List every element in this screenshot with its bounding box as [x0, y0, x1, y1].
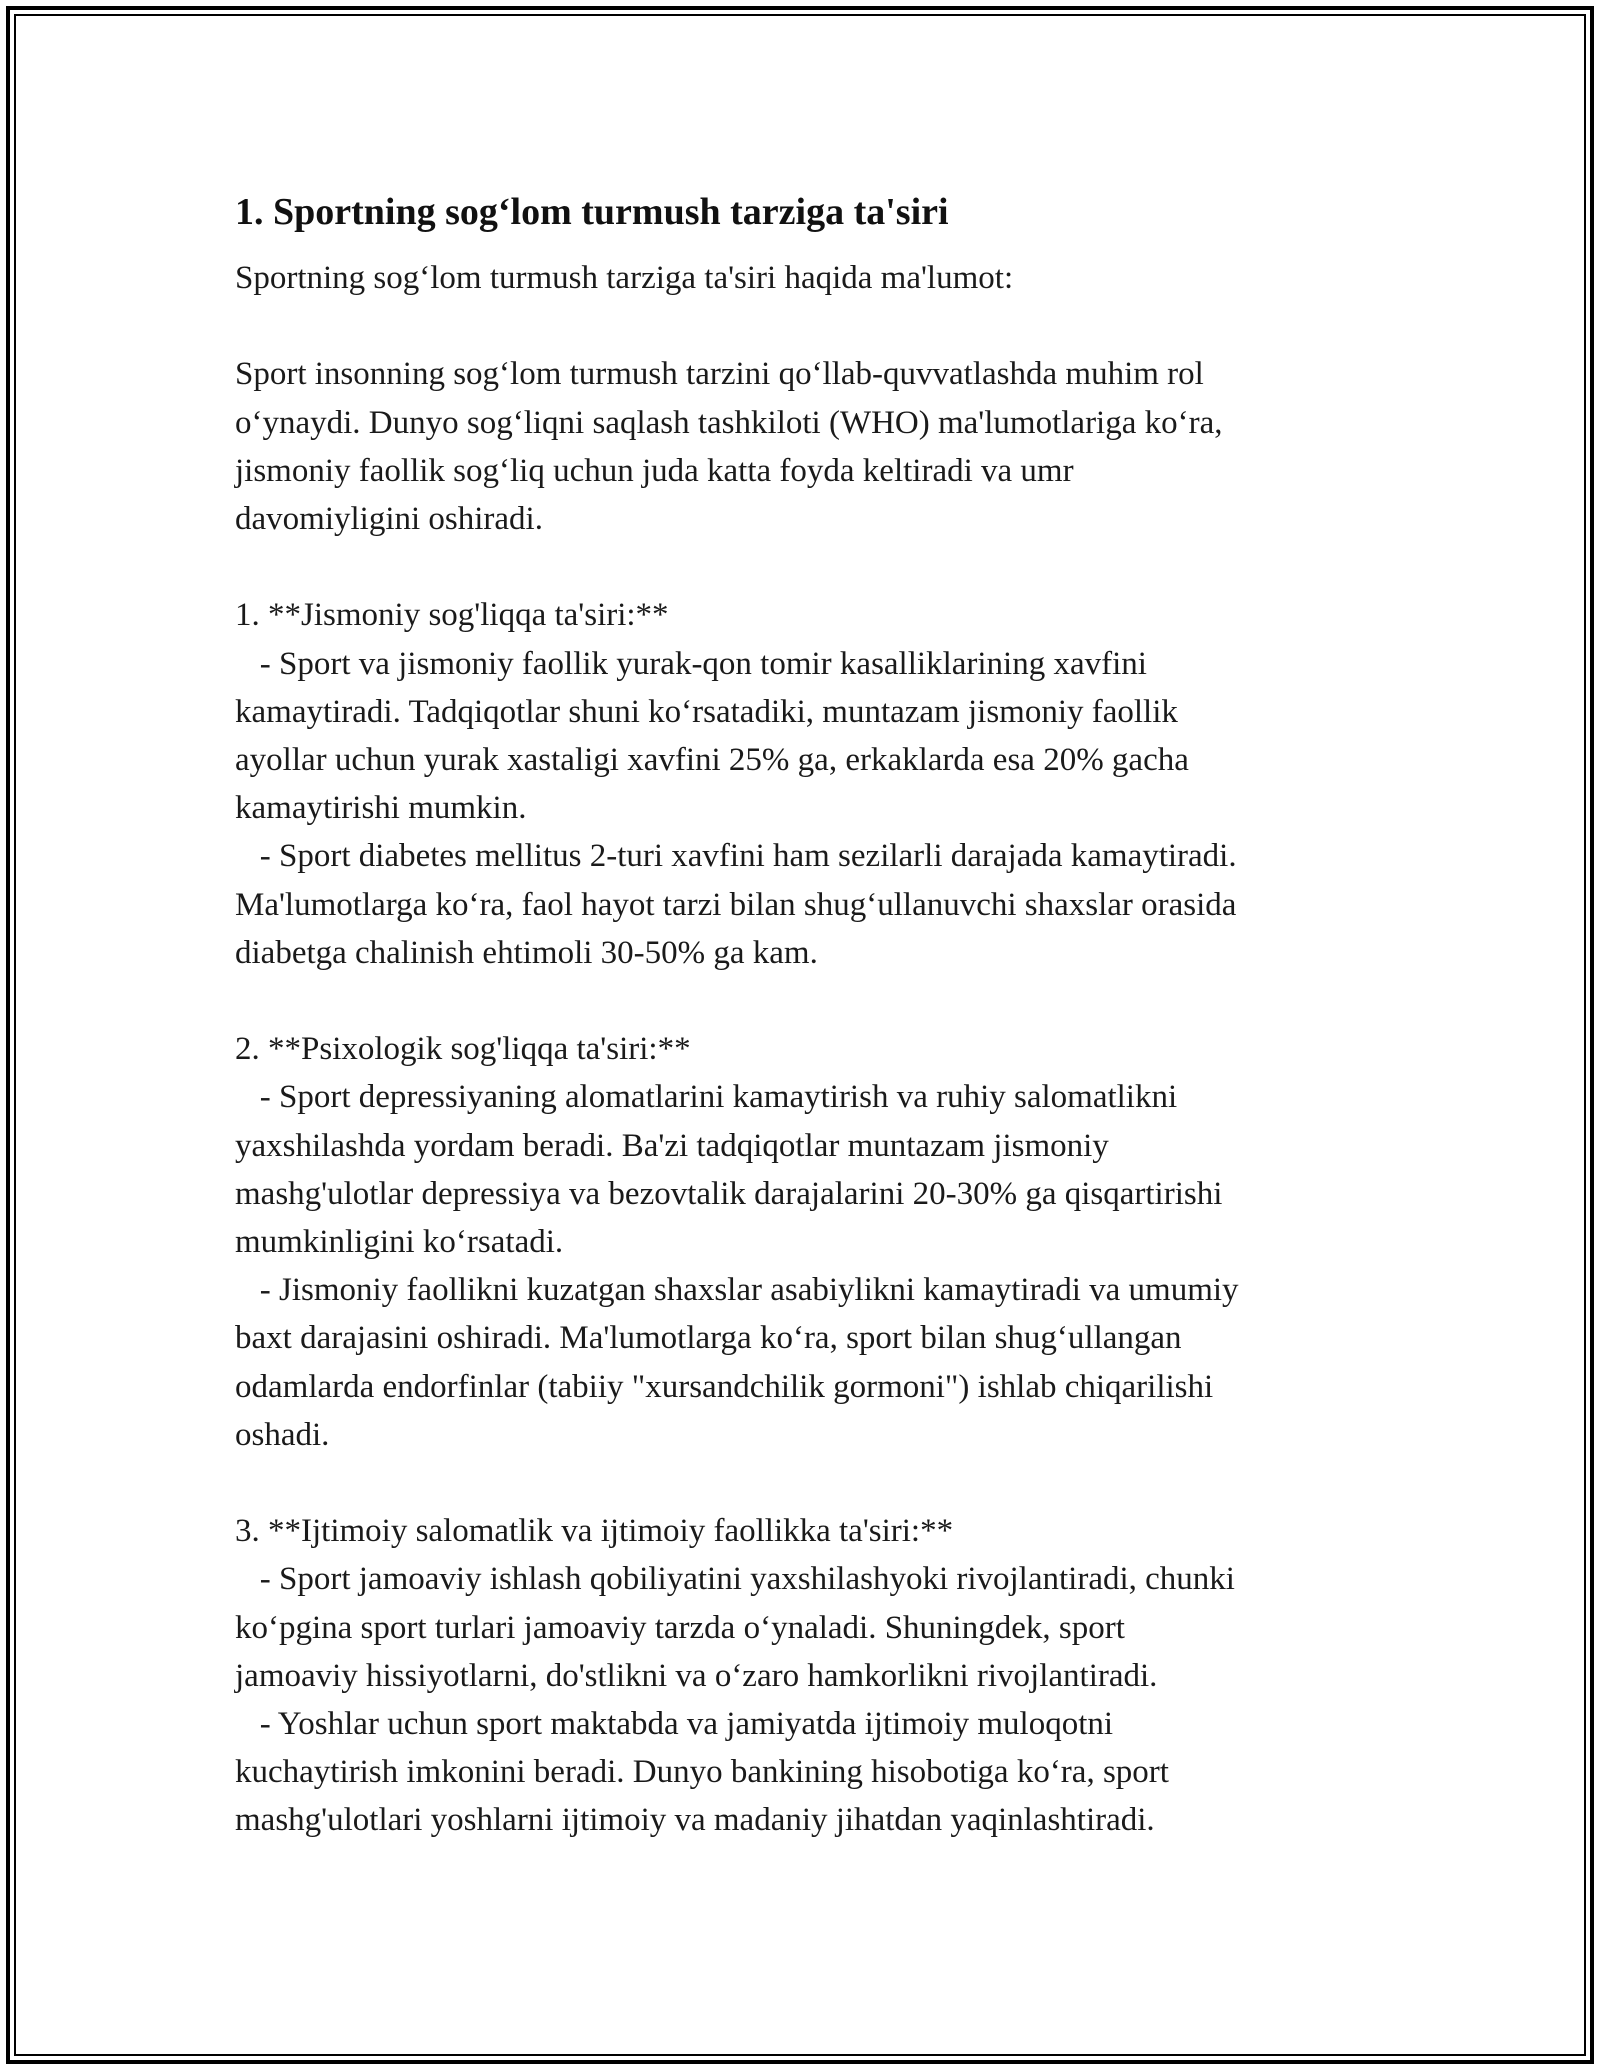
text-line: Sport insonning sog‘lom turmush tarzini qo‘llab-quvvatlashda muhim rol [235, 356, 1204, 393]
text-line: - Sport va jismoniy faollik yurak-qon tomir kasalliklarining xavfini [235, 645, 1147, 682]
text-line: Sportning sog‘lom turmush tarziga ta'siri haqida ma'lumot: [235, 260, 1014, 296]
text-line: kuchaytirish imkonini beradi. Dunyo bankining hisobotiga ko‘ra, sport [235, 1754, 1169, 1791]
text-line: - Sport diabetes mellitus 2-turi xavfini ham sezilarli darajada kamaytiradi. [235, 838, 1237, 875]
text-line: oshadi. [235, 1416, 330, 1453]
text-line [235, 302, 1375, 350]
text-line: davomiyligini oshiradi. [235, 501, 543, 537]
document-title: 1. Sportning sog‘lom turmush tarziga ta'siri [235, 191, 949, 233]
text-line: 1. **Jismoniy sog'liqqa ta'siri:** [235, 597, 669, 634]
text-line: - Sport jamoaviy ishlash qobiliyatini yaxshilashyoki rivojlantiradi, chunki [235, 1561, 1235, 1598]
text-line: - Yoshlar uchun sport maktabda va jamiyatda ijtimoiy muloqotni [235, 1706, 1114, 1743]
text-line: kamaytiradi. Tadqiqotlar shuni ko‘rsatadiki, muntazam jismoniy faollik [235, 693, 1178, 730]
text-line: yaxshilashda yordam beradi. Ba'zi tadqiqotlar muntazam jismoniy [235, 1127, 1109, 1164]
text-line: odamlarda endorfinlar (tabiiy "xursandchilik gormoni") ishlab chiqarilishi [235, 1368, 1214, 1405]
text-line: ayollar uchun yurak xastaligi xavfini 25% ga, erkaklarda esa 20% gacha [235, 742, 1189, 778]
text-line: baxt darajasini oshiradi. Ma'lumotlarga ko‘ra, sport bilan shug‘ullangan [235, 1320, 1182, 1357]
document-content [235, 186, 1375, 1845]
text-line [235, 977, 1375, 1025]
text-line: Ma'lumotlarga ko‘ra, faol hayot tarzi bilan shug‘ullanuvchi shaxslar orasida [235, 886, 1237, 923]
text-line: - Jismoniy faollikni kuzatgan shaxslar asabiylikni kamaytiradi va umumiy [235, 1272, 1239, 1309]
text-line: diabetga chalinish ehtimoli 30-50% ga kam. [235, 934, 818, 971]
text-line: kamaytirishi mumkin. [235, 790, 527, 827]
text-line: 3. **Ijtimoiy salomatlik va ijtimoiy faollikka ta'siri:** [235, 1513, 954, 1550]
text-line: jamoaviy hissiyotlarni, do'stlikni va o‘zaro hamkorlikni rivojlantiradi. [235, 1657, 1158, 1694]
text-line: o‘ynaydi. Dunyo sog‘liqni saqlash tashkiloti (WHO) ma'lumotlariga ko‘ra, [235, 404, 1223, 441]
document-body [235, 254, 1375, 1845]
text-line: - Sport depressiyaning alomatlarini kamaytirish va ruhiy salomatlikni [235, 1079, 1178, 1116]
text-line: mumkinligini ko‘rsatadi. [235, 1224, 564, 1261]
text-line: jismoniy faollik sog‘liq uchun juda katta foyda keltiradi va umr [235, 452, 1074, 489]
text-line [235, 1459, 1375, 1507]
text-line: 2. **Psixologik sog'liqqa ta'siri:** [235, 1031, 691, 1068]
text-line: ko‘pgina sport turlari jamoaviy tarzda o‘ynaladi. Shuningdek, sport [235, 1609, 1125, 1646]
text-line: mashg'ulotlari yoshlarni ijtimoiy va madaniy jihatdan yaqinlashtiradi. [235, 1802, 1155, 1839]
text-line: mashg'ulotlar depressiya va bezovtalik darajalarini 20-30% ga qisqartirishi [235, 1175, 1223, 1212]
text-line [235, 543, 1375, 591]
